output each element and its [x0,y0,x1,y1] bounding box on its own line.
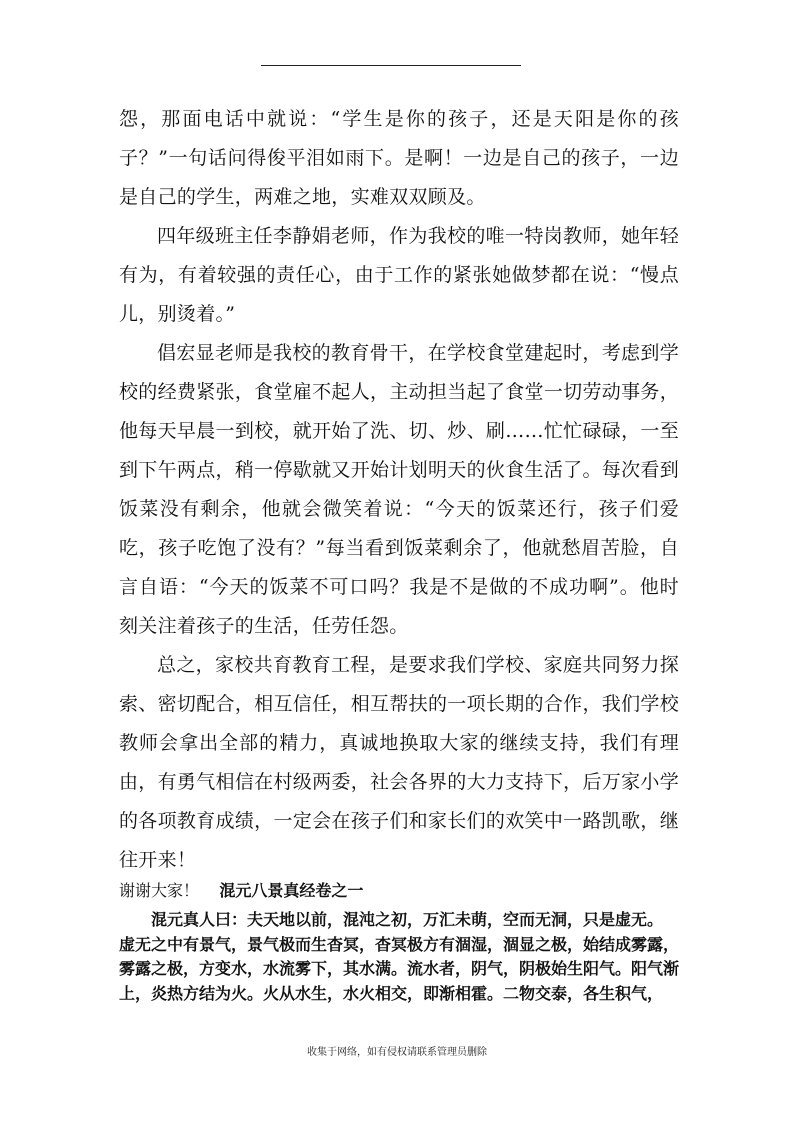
paragraph-4: 总之，家校共育教育工程，是要求我们学校、家庭共同努力探索、密切配合，相互信任，相互帮扶的一项长期的合作，我们学校教师会拿出全部的精力，真诚地换取大家的继续支持，我们有理由，有勇气相信在村级两委，社会各界的大力支持下，后万家小学的各项教育成绩，一定会在孩子们和家长们的欢笑中一路凯歌，继往开来！ [119,654,679,871]
scripture-line-2: 虚无之中有景气，景气极而生杳冥，杳冥极方有涸湿，涸显之极，始结成雾露，雾露之极，方变水，水流雾下，其水满。流水者，阴气，阴极始生阳气。阳气渐上，炎热方结为火。火从水生，水火相交，即渐相霍。二物交泰，各生积气， [119,934,680,1003]
paragraph-1: 怨，那面电话中就说：“学生是你的孩子，还是天阳是你的孩子？”一句话问得俊平泪如雨下。是啊！一边是自己的孩子，一边是自己的学生，两难之地，实难双双顾及。 [119,108,679,208]
paragraph-3: 倡宏显老师是我校的教育骨干，在学校食堂建起时，考虑到学校的经费紧张，食堂雇不起人，主动担当起了食堂一切劳动事务，他每天早晨一到校，就开始了洗、切、炒、刷……忙忙碌碌，一至到下午两点，稍一停歇就又开始计划明天的伙食生活了。每次看到饭菜没有剩余，他就会微笑着说：“今天的饭菜还行，孩子们爱吃，孩子吃饱了没有？”每当看到饭菜剩余了，他就愁眉苦脸，自言自语：“今天的饭菜不可口吗？我是不是做的不成功啊”。他时刻关注着孩子的生活，任劳任怨。 [119,342,679,637]
header-rule [261,65,521,66]
page-footer: 收集于网络，如有侵权请联系管理员删除 [307,1047,487,1058]
document-body [119,100,679,1006]
thanks-line [119,880,679,902]
scripture-heading: 混元八景真经卷之一 [219,881,364,900]
thanks-text: 谢谢大家！ [119,881,200,900]
scripture-line-1: 混元真人曰：夫天地以前，混沌之初，万汇未萌，空而无洞，只是虚无。 [151,910,664,929]
paragraph-2: 四年级班主任李静娟老师，作为我校的唯一特岗教师，她年轻有为，有着较强的责任心，由于工作的紧张她做梦都在说：“慢点儿，别烫着。” [119,225,679,325]
